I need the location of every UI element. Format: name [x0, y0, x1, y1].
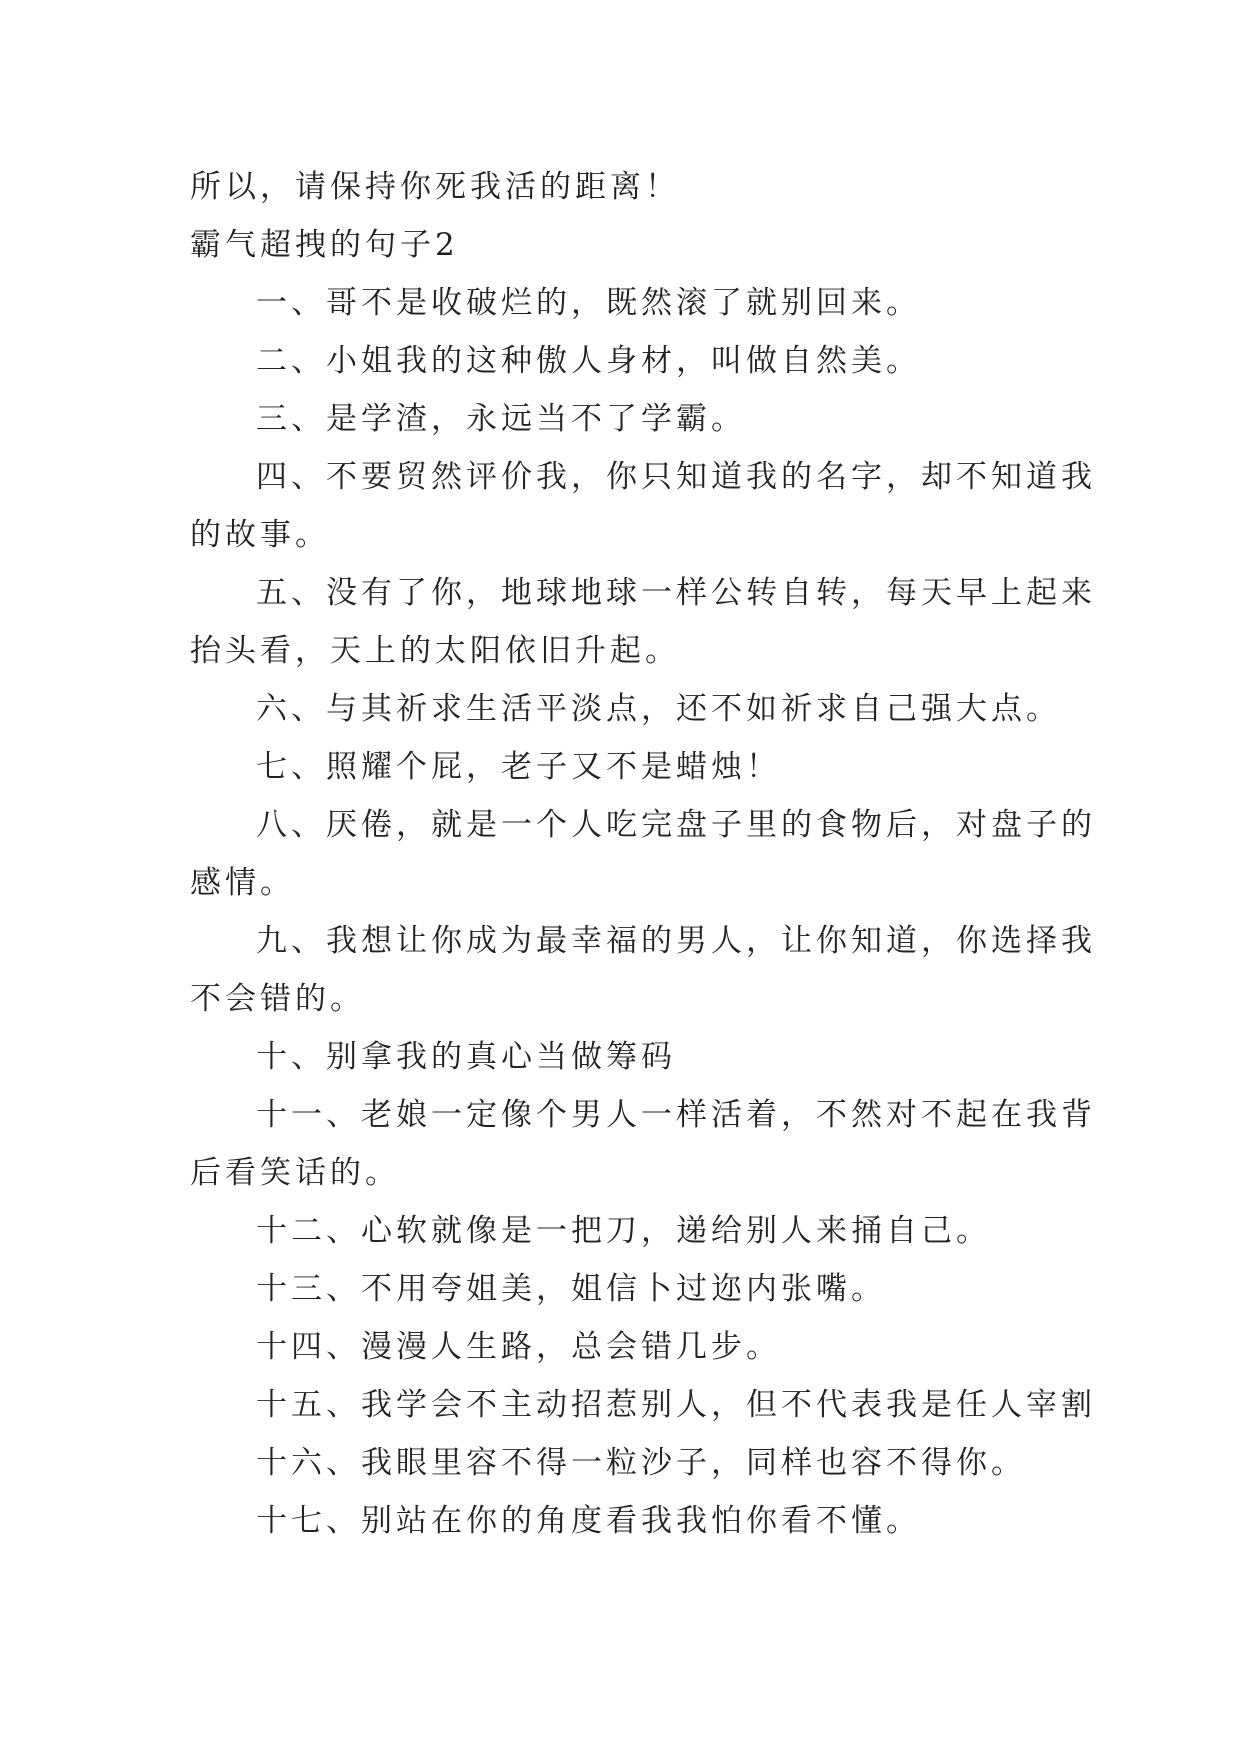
quote-2: 二、小姐我的这种傲人身材，叫做自然美。 — [256, 343, 921, 379]
quote-10: 十、别拿我的真心当做筹码 — [256, 1039, 676, 1075]
quote-6: 六、与其祈求生活平淡点，还不如祈求自己强大点。 — [256, 691, 1061, 727]
quote-9: 九、我想让你成为最幸福的男人，让你知道，你选择我 — [256, 923, 1096, 959]
quote-5: 五、没有了你，地球地球一样公转自转，每天早上起来 — [256, 575, 1096, 611]
quote-12: 十二、心软就像是一把刀，递给别人来捅自己。 — [256, 1213, 991, 1249]
quote-7: 七、照耀个屁，老子又不是蜡烛！ — [256, 749, 781, 785]
quote-1: 一、哥不是收破烂的，既然滚了就别回来。 — [256, 285, 921, 321]
quote-11: 十一、老娘一定像个男人一样活着，不然对不起在我背 — [256, 1097, 1096, 1133]
quote-17: 十七、别站在你的角度看我我怕你看不懂。 — [256, 1503, 921, 1539]
quote-3: 三、是学渣，永远当不了学霸。 — [256, 401, 746, 437]
quote-4: 四、不要贸然评价我，你只知道我的名字，却不知道我 — [256, 459, 1096, 495]
quote-14: 十四、漫漫人生路，总会错几步。 — [256, 1329, 781, 1365]
quote-4-continued: 的故事。 — [190, 517, 330, 553]
quote-9-continued: 不会错的。 — [190, 981, 365, 1017]
quote-16: 十六、我眼里容不得一粒沙子，同样也容不得你。 — [256, 1445, 1026, 1481]
quote-8: 八、厌倦，就是一个人吃完盘子里的食物后，对盘子的 — [256, 807, 1096, 843]
quote-13: 十三、不用夸姐美，姐信卜过迩内张嘴。 — [256, 1271, 886, 1307]
quote-11-continued: 后看笑话的。 — [190, 1155, 400, 1191]
text-line-1: 所以，请保持你死我活的距离！ — [190, 169, 680, 205]
quote-5-continued: 抬头看，天上的太阳依旧升起。 — [190, 633, 680, 669]
quote-8-continued: 感情。 — [190, 865, 295, 901]
section-heading: 霸气超拽的句子2 — [190, 227, 459, 263]
quote-15: 十五、我学会不主动招惹别人，但不代表我是任人宰割 — [256, 1387, 1096, 1423]
document-page — [190, 158, 1096, 1550]
